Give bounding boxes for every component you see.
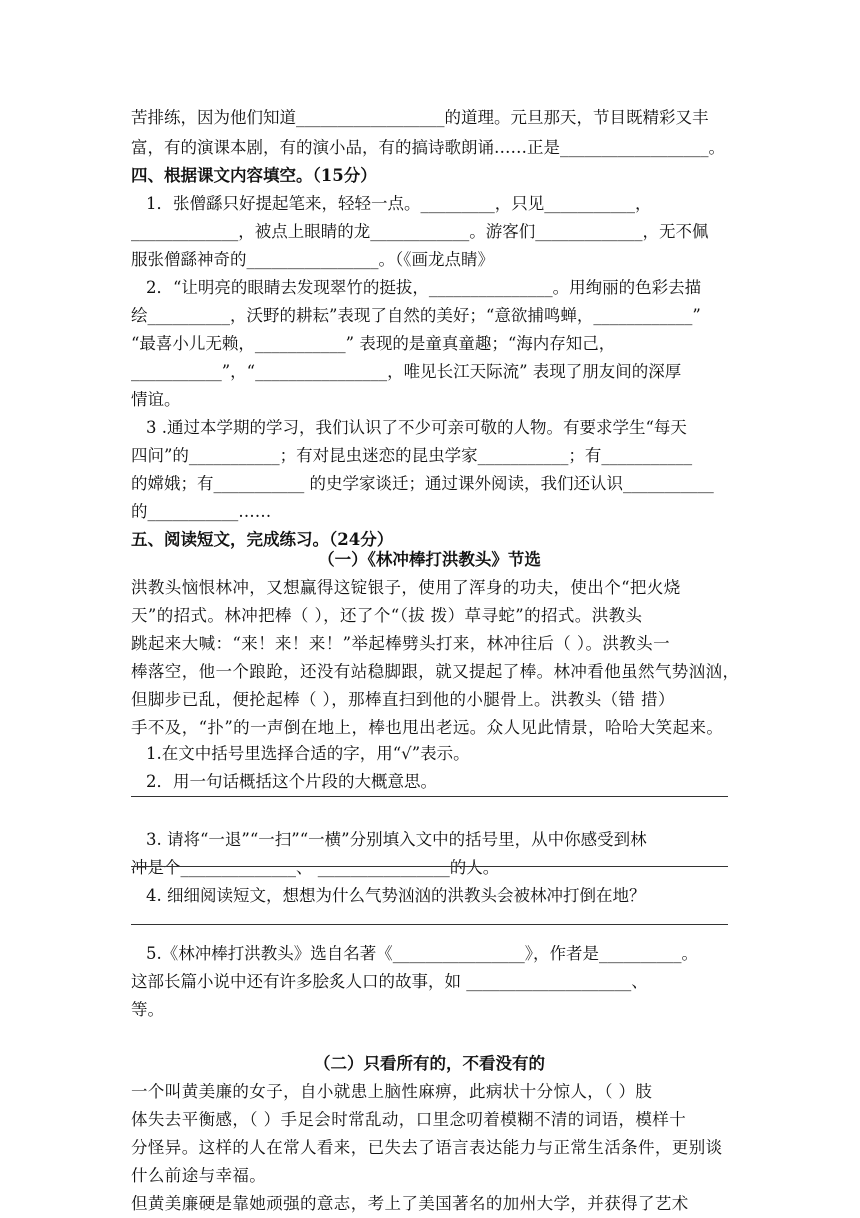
- text-line: （一）《林冲棒打洪教头》节选: [318, 550, 541, 569]
- text-line: 洪教头恼恨林冲，又想赢得这锭银子，使用了浑身的功夫，使出个“把火烧: [131, 578, 681, 597]
- text-line: 什么前途与幸福。: [131, 1166, 267, 1185]
- text-line: 但黄美廉硬是靠她顽强的意志，考上了美国著名的加州大学，并获得了艺术: [131, 1194, 689, 1213]
- text-line: ___________”，“________________，唯见长江天际流” 表现了朋友间的深厚: [131, 362, 682, 381]
- text-line: 但脚步已乱，便抡起棒（ ），那棒直扫到他的小腿骨上。洪教头（错 措）: [131, 690, 675, 709]
- text-line: 棒落空，他一个踉跄，还没有站稳脚跟，就又提起了棒。林冲看他虽然气势汹汹，: [131, 662, 740, 681]
- text-line: 等。: [131, 1000, 164, 1019]
- text-line: 2．“让明亮的眼睛去发现翠竹的挺拔，_______________。用绚丽的色彩去描: [146, 278, 702, 297]
- text-line: 富，有的演课本剧，有的演小品，有的搞诗歌朗诵……正是__________________。: [131, 138, 725, 157]
- text-line: 分怪异。这样的人在常人看来，已失去了语言表达能力与正常生活条件，更别谈: [131, 1138, 723, 1157]
- text-line: 5.《林冲棒打洪教头》选自名著《________________》，作者是__________。: [146, 944, 698, 963]
- text-line: 五、阅读短文，完成练习。（24分）: [131, 530, 394, 549]
- answer-line: [131, 866, 728, 867]
- text-line: 1．张僧繇只好提起笔来，轻轻一点。_________，只见___________，: [146, 194, 652, 213]
- text-line: “最喜小儿无赖，___________” 表现的是童真童趣；“海内存知己，: [131, 334, 616, 353]
- text-line: 冲是个______________、 ________________的人。: [131, 858, 500, 877]
- text-line: 天”的招式。林冲把棒（ ），还了个“（拔 拨）草寻蛇”的招式。洪教头: [131, 606, 643, 625]
- text-line: 四问”的___________；有对昆虫迷恋的昆虫学家___________；有___________: [131, 446, 693, 465]
- text-line: 3. 请将“一退”“一扫”“一横”分别填入文中的括号里，从中你感受到林: [146, 830, 647, 849]
- text-line: 四、根据课文内容填空。（15分）: [131, 166, 377, 185]
- text-line: 2．用一句话概括这个片段的大概意思。: [146, 772, 437, 791]
- text-line: 一个叫黄美廉的女子，自小就患上脑性麻痹，此病状十分惊人，（ ）肢: [131, 1082, 653, 1101]
- text-line: _____________，被点上眼睛的龙____________。游客们_____________，无不佩: [131, 222, 709, 241]
- text-line: 这部长篇小说中还有许多脍炙人口的故事，如 ____________________、: [131, 972, 648, 991]
- text-line: 跳起来大喊：“来！来！来！”举起棒劈头打来，林冲往后（ ）。洪教头一: [131, 634, 670, 653]
- answer-line: [131, 924, 728, 925]
- text-line: 1.在文中括号里选择合适的字，用“√”表示。: [146, 744, 470, 763]
- text-line: 苦排练，因为他们知道__________________的道理。元旦那天，节目既精彩又丰: [131, 108, 709, 127]
- text-line: （二）只看所有的，不看没有的: [314, 1054, 545, 1073]
- text-line: 情谊。: [131, 390, 181, 409]
- text-line: 绘__________，沃野的耕耘”表现了自然的美好；“意欲捕鸣蝉，____________”: [131, 306, 701, 325]
- text-line: 3 .通过本学期的学习，我们认识了不少可亲可敬的人物。有要求学生“每天: [146, 418, 687, 437]
- text-line: 的嫦娥；有___________ 的史学家谈迁；通过课外阅读，我们还认识___________: [131, 474, 714, 493]
- text-line: 的___________……: [131, 502, 272, 521]
- text-line: 体失去平衡感，（ ）手足会时常乱动，口里念叨着模糊不清的词语，模样十: [131, 1110, 687, 1129]
- text-line: 4. 细细阅读短文，想想为什么气势汹汹的洪教头会被林冲打倒在地？: [146, 886, 646, 905]
- text-line: 服张僧繇神奇的________________。（《画龙点睛》: [131, 250, 494, 269]
- answer-line: [131, 796, 728, 797]
- text-line: 手不及，“扑”的一声倒在地上，棒也甩出老远。众人见此情景，哈哈大笑起来。: [131, 718, 724, 737]
